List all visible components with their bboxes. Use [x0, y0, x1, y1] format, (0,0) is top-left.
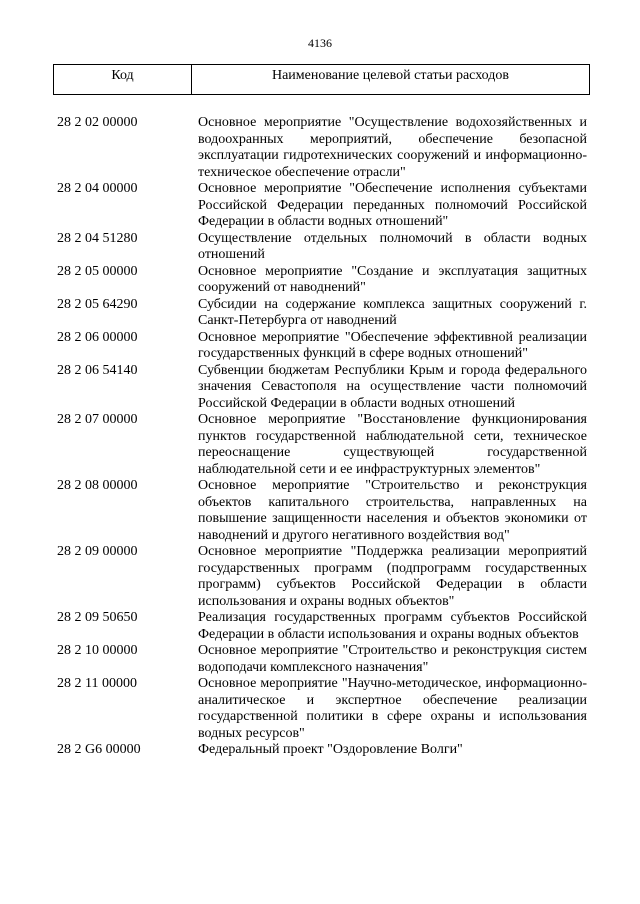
row-name: Федеральный проект "Оздоровление Волги": [198, 742, 463, 757]
table-row: [53, 610, 590, 643]
row-code: 28 2 11 00000: [57, 676, 137, 691]
row-code: 28 2 10 00000: [57, 643, 138, 658]
row-code: 28 2 06 54140: [57, 362, 138, 378]
table-row: [53, 742, 590, 759]
table-body: [53, 115, 590, 759]
row-name: Основное мероприятие "Поддержка реализации мероприятий государственных программ (подпрограмм государственных программ) субъектов Российской Федерации в области использования и охраны водных объектов": [198, 544, 587, 609]
table-header: [53, 64, 590, 95]
table-row: [53, 264, 590, 297]
row-name: Субсидии на содержание комплекса защитных сооружений г. Санкт-Петербурга от наводнений: [198, 296, 587, 328]
row-code: 28 2 04 51280: [57, 230, 138, 246]
row-code: 28 2 09 00000: [57, 544, 138, 559]
row-code: 28 2 05 00000: [57, 263, 138, 279]
table-row: [53, 330, 590, 363]
table-row: [53, 297, 590, 330]
row-name: Основное мероприятие "Осуществление водохозяйственных и водоохранных мероприятий, обеспечение безопасной эксплуатации гидротехнических сооружений и информационно-техническое обеспечение отрасли": [198, 115, 587, 180]
row-name: Субвенции бюджетам Республики Крым и города федерального значения Севастополя на осуществление части полномочий Российской Федерации в области водных отношений: [198, 362, 587, 411]
row-code: 28 2 08 00000: [57, 478, 138, 493]
table-row: [53, 231, 590, 264]
row-code: 28 2 09 50650: [57, 610, 138, 625]
table-row: [53, 363, 590, 413]
row-name: Основное мероприятие "Строительство и реконструкция объектов капитального строительства, направленных на повышение защищенности населения и объектов экономики от наводнений и другого негативного воздействия вод": [198, 478, 587, 543]
row-name: Осуществление отдельных полномочий в области водных отношений: [198, 230, 587, 262]
row-name: Основное мероприятие "Обеспечение эффективной реализации государственных функций в сфере водных отношений": [198, 329, 587, 361]
row-name: Основное мероприятие "Обеспечение исполнения субъектами Российской Федерации переданных полномочий Российской Федерации в области водных отношений": [198, 181, 587, 229]
table-row: [53, 115, 590, 181]
row-name: Основное мероприятие "Научно-методическое, информационно-аналитическое и экспертное обеспечение реализации государственной политики в сфере охраны и использования водных ресурсов": [198, 676, 587, 741]
table-row: [53, 643, 590, 676]
row-code: 28 2 07 00000: [57, 412, 138, 427]
header-name: Наименование целевой статьи расходов: [271, 68, 510, 83]
table-row: [53, 544, 590, 610]
table-row: [53, 181, 590, 231]
row-name: Основное мероприятие "Восстановление функционирования пунктов государственной наблюдательной сети, техническое переоснащение существующей государственной наблюдательной сети и ее инфраструктурных элементов": [198, 412, 587, 477]
row-name: Основное мероприятие "Создание и эксплуатация защитных сооружений от наводнений": [198, 263, 587, 295]
table-row: [53, 478, 590, 544]
row-name: Основное мероприятие "Строительство и реконструкция систем водоподачи комплексного назначения": [198, 643, 587, 675]
row-name: Реализация государственных программ субъектов Российской Федерации в области использования и охраны водных объектов: [198, 610, 587, 642]
header-code: Код: [54, 65, 192, 94]
row-code: 28 2 G6 00000: [57, 742, 141, 757]
page-number: 4136: [308, 36, 332, 50]
table-row: [53, 412, 590, 478]
table-row: [53, 676, 590, 742]
row-code: 28 2 06 00000: [57, 329, 138, 345]
row-code: 28 2 05 64290: [57, 296, 138, 312]
row-code: 28 2 02 00000: [57, 115, 138, 130]
row-code: 28 2 04 00000: [57, 181, 138, 196]
